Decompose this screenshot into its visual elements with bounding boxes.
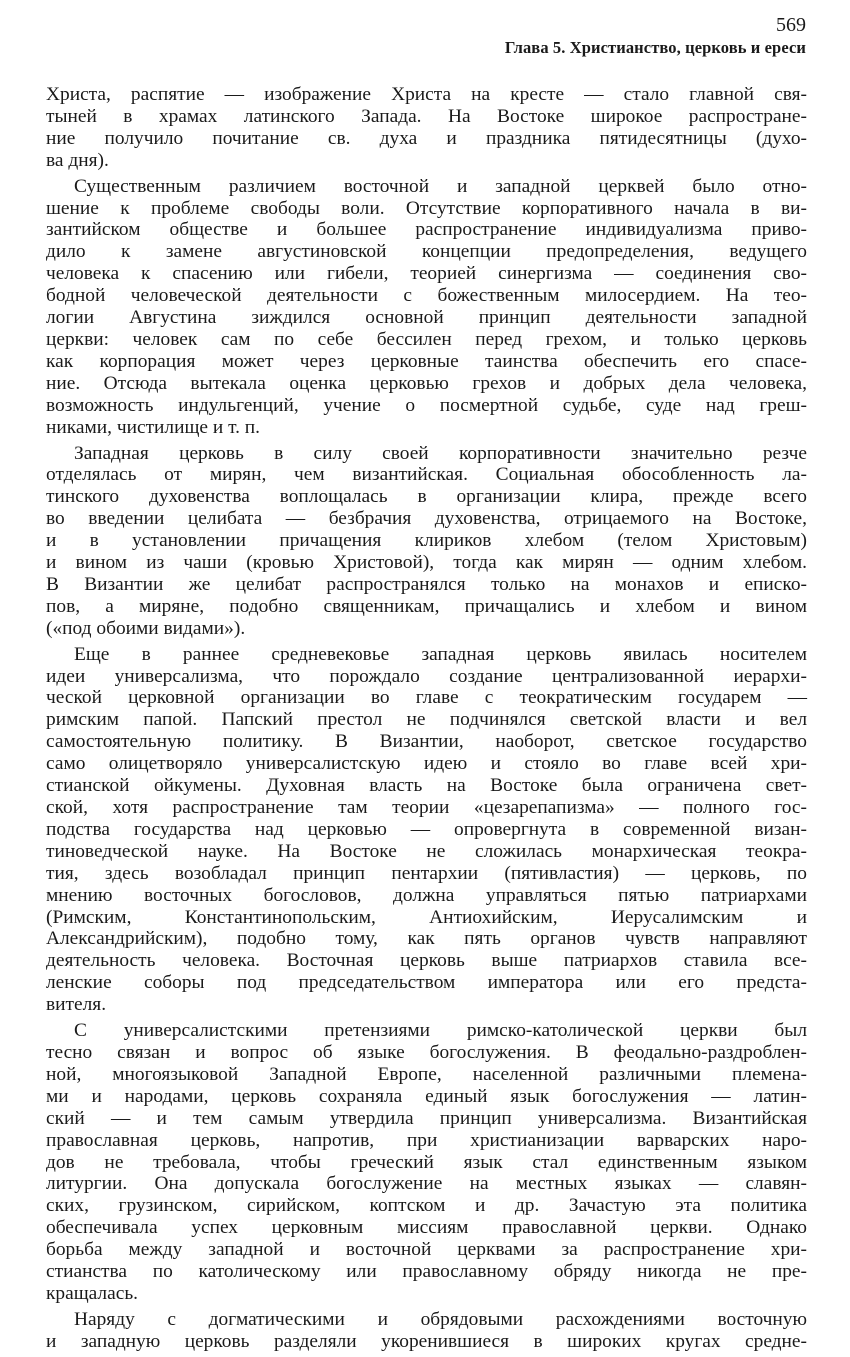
text-line: во введении целибата — безбрачия духовенства, отрицаемого на Востоке, [46,508,807,530]
paragraph [46,84,807,172]
text-line: и в установлении причащения клириков хлебом (телом Христовым) [46,530,807,552]
text-line: римским папой. Папский престол не подчинялся светской власти и вел [46,709,807,731]
text-line: тыней в храмах латинского Запада. На Востоке широкое распростране- [46,105,807,127]
text-line: Наряду с догматическими и обрядовыми расхождениями восточную [74,1308,807,1330]
paragraph [46,176,807,439]
chapter-title: Глава 5. Христианство, церковь и ереси [504,38,806,57]
paragraph [46,1020,807,1305]
text-line: тесно связан и вопрос об языке богослужения. В феодально-раздроблен- [46,1041,807,1063]
text-line: идеи универсализма, что порождало создание централизованной иерархи- [46,665,807,687]
text-line: Александрийским), подобно тому, как пять органов чувств направляют [46,928,807,950]
paragraph [46,443,807,640]
text-line: ной, многоязыковой Западной Европе, населенной различными племена- [46,1063,807,1085]
text-line: тинского духовенства воплощалась в организации клира, прежде всего [46,486,807,508]
text-line: обеспечивала успех церковным миссиям православной церкви. Однако [46,1217,807,1239]
text-line: Западная церковь в силу своей корпоративности значительно резче [74,442,807,464]
text-line: мнению восточных богословов, должна управляться пятью патриархами [46,884,807,906]
text-line: логии Августина зиждился основной принцип деятельности западной [46,307,807,329]
text-line: бодной человеческой деятельности с божественным милосердием. На тео- [46,285,807,307]
text-line: подства государства над церковью — опровергнута в современной визан- [46,818,807,840]
text-line: дило к замене августиновской концепции предопределения, ведущего [46,241,807,263]
paragraph [46,1309,807,1353]
text-line: ва дня). [46,149,109,171]
paragraph [46,644,807,1016]
text-line: ский — и тем самым утвердила принцип универсализма. Византийская [46,1107,807,1129]
text-line: дов не требовала, чтобы греческий язык стал единственным языком [46,1151,807,1173]
text-line: литургии. Она допускала богослужение на местных языках — славян- [46,1173,807,1195]
text-line: вителя. [46,994,107,1016]
text-line: ми и народами, церковь сохраняла единый язык богослужения — латин- [46,1085,807,1107]
text-line: тия, здесь возобладал принцип пентархии (пятивластия) — церковь, по [46,862,807,884]
text-line: Существенным различием восточной и западной церквей было отно- [74,175,807,197]
text-line: и западную церковь разделяли укоренившиеся в широких кругах средне- [46,1330,807,1352]
text-line: само олицетворяло универсалистскую идею и стояло во главе всей хри- [46,753,807,775]
text-line: и вином из чаши (кровью Христовой), тогда как мирян — одним хлебом. [46,552,807,574]
text-line: («под обоими видами»). [46,617,246,639]
text-line: возможность индульгенций, учение о посмертной судьбе, суде над греш- [46,394,807,416]
text-line: ских, грузинском, сирийском, коптском и др. Зачастую эта политика [46,1195,807,1217]
text-line: шение к проблеме свободы воли. Отсутствие корпоративного начала в ви- [46,197,807,219]
text-line: стианской ойкумены. Духовная власть на Востоке была ограничена свет- [46,775,807,797]
text-line: зантийском обществе и большее распространение индивидуализма приво- [46,219,807,241]
text-line: как корпорация может через церковные таинства обеспечить его спасе- [46,350,807,372]
page-number: 569 [776,14,806,36]
text-line: человека к спасению или гибели, теорией синергизма — соединения сво- [46,263,807,285]
text-line: (Римским, Константинопольским, Антиохийским, Иерусалимским и [46,906,807,928]
body-text [46,84,807,1357]
text-line: ской, хотя распространение там теории «цезарепапизма» — полного гос- [46,797,807,818]
text-line: церкви: человек сам по себе бессилен перед грехом, и только церковь [46,328,807,350]
text-line: ленские соборы под председательством императора или его предста- [46,972,807,994]
text-line: В Византии же целибат распространялся только на монахов и еписко- [46,573,807,595]
text-line: Еще в раннее средневековье западная церковь явилась носителем [74,643,807,665]
text-line: ние получило почитание св. духа и праздника пятидесятницы (духо- [46,127,807,149]
text-line: тиноведческой науке. На Востоке не сложилась монархическая теокра- [46,840,807,862]
text-line: ние. Отсюда вытекала оценка церковью грехов и добрых дела человека, [46,372,807,394]
text-line: кращалась. [46,1282,139,1304]
text-line: православная церковь, напротив, при христианизации варварских наро- [46,1129,807,1151]
text-line: ческой церковной организации во главе с теократическим государем — [46,687,807,709]
text-line: стианства по католическому или православному обряду никогда не пре- [46,1261,807,1283]
text-line: никами, чистилище и т. п. [46,416,261,438]
text-line: пов, а миряне, подобно священникам, причащались и хлебом и вином [46,595,807,617]
text-line: борьба между западной и восточной церквами за распространение хри- [46,1239,807,1261]
text-line: деятельность человека. Восточная церковь выше патриархов ставила все- [46,950,807,972]
running-head [505,14,806,58]
text-line: самостоятельную политику. В Византии, наоборот, светское государство [46,731,807,753]
text-line: Христа, распятие — изображение Христа на кресте — стало главной свя- [46,84,807,105]
text-line: С универсалистскими претензиями римско-католической церкви был [74,1020,807,1042]
text-line: отделялась от мирян, чем византийская. Социальная обособленность ла- [46,464,807,486]
